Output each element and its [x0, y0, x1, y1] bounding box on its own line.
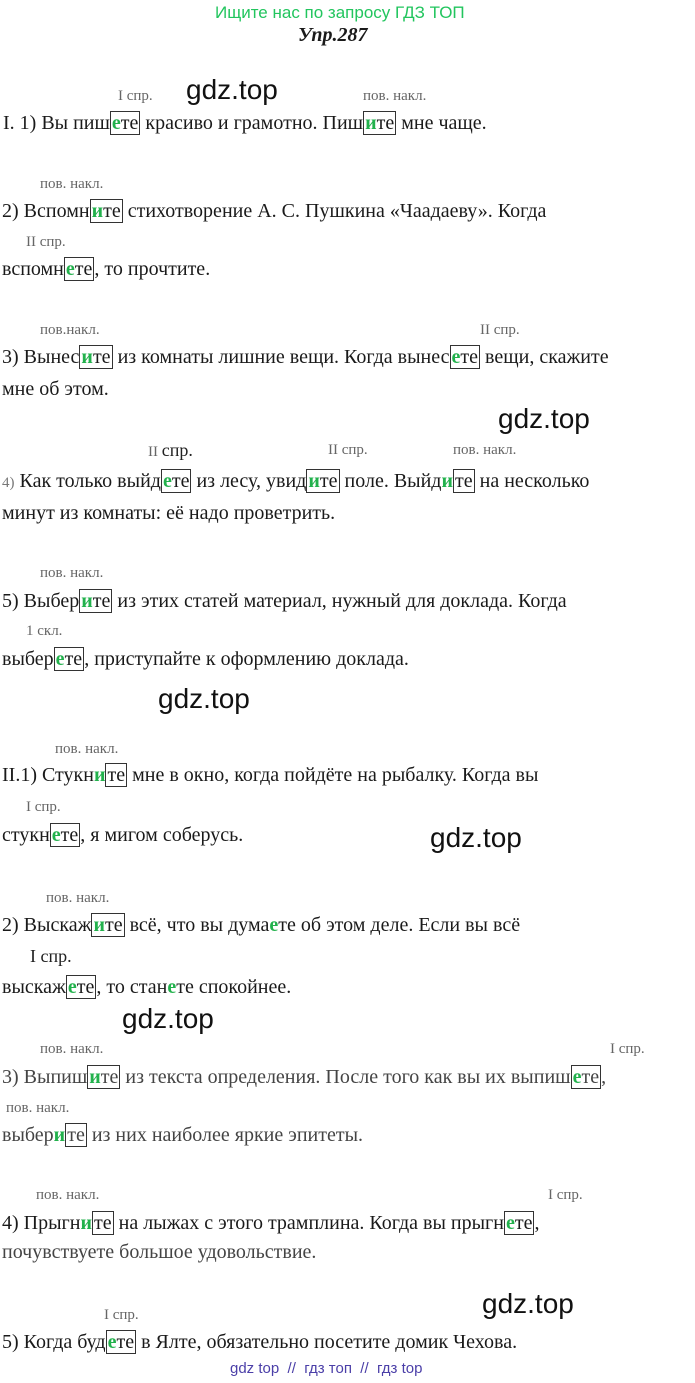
watermark: gdz.top	[158, 683, 250, 714]
annotation: I спр.	[30, 946, 72, 966]
ending-vowel: и	[365, 112, 377, 134]
annotation: пов.накл.	[40, 322, 100, 338]
ending-vowel: е	[55, 648, 65, 670]
ending-vowel: е	[167, 976, 177, 998]
watermark: gdz.top	[498, 403, 590, 434]
watermark: gdz.top	[430, 822, 522, 853]
sentence-line: мне об этом.	[2, 378, 109, 400]
annotation: II спр.	[148, 440, 193, 460]
annotation: 1 скл.	[26, 623, 63, 639]
exercise-title: Упр.287	[298, 24, 368, 46]
ending-vowel: и	[53, 1124, 66, 1146]
sentence-line: вспомн ете , то прочтите.	[2, 258, 211, 280]
sentence-line: 5) Когда буд ете в Ялте, обязательно посетите домик Чехова.	[2, 1331, 518, 1353]
sentence-line: выскаж ете , то станете спокойнее.	[2, 976, 292, 998]
sentence-line: 4) Прыгни те на лыжах с этого трамплина. Когда вы прыгн ете ,	[2, 1212, 540, 1234]
ending-vowel: и	[308, 470, 320, 492]
ending-vowel: и	[91, 200, 104, 222]
ending-vowel: и	[89, 1066, 101, 1088]
annotation: II спр.	[328, 442, 368, 458]
sentence-line: стукн ете , я мигом соберусь.	[2, 824, 244, 846]
ending-vowel: е	[65, 258, 75, 280]
annotation: пов. накл.	[36, 1187, 100, 1203]
annotation: I спр.	[104, 1307, 139, 1323]
ending-vowel: е	[269, 914, 279, 936]
sentence-line: I. 1) Вы пиш ете красиво и грамотно. Пиш ите мне чаще.	[3, 112, 487, 134]
ending-vowel: е	[67, 976, 77, 998]
annotation: пов. накл.	[40, 1041, 104, 1057]
ending-vowel: е	[107, 1331, 117, 1353]
watermark: gdz.top	[482, 1288, 574, 1319]
sentence-line: 4) Как только выйд ете из лесу, увид ите поле. Выйди те на несколько	[2, 470, 590, 492]
search-hint-link[interactable]: Ищите нас по запросу ГДЗ ТОП	[215, 3, 465, 22]
annotation: I спр.	[610, 1041, 645, 1057]
watermark: gdz.top	[186, 74, 278, 105]
sentence-line: минут из комнаты: её надо проветрить.	[2, 502, 336, 524]
ending-vowel: е	[162, 470, 172, 492]
annotation: пов. накл.	[40, 176, 104, 192]
footer-links[interactable]: gdz top // гдз топ // гдз top	[230, 1360, 423, 1377]
ending-vowel: и	[81, 346, 93, 368]
watermark: gdz.top	[122, 1003, 214, 1034]
annotation: пов. накл.	[453, 442, 517, 458]
sentence-line: 3) Выпиш ите из текста определения. После того как вы их выпиш ете ,	[2, 1066, 607, 1088]
annotation: II спр.	[480, 322, 520, 338]
annotation: I спр.	[548, 1187, 583, 1203]
ending-vowel: и	[93, 914, 105, 936]
ending-vowel: и	[93, 764, 106, 786]
annotation: I спр.	[26, 799, 61, 815]
sentence-line: II.1) Стукни те мне в окно, когда пойдёте на рыбалку. Когда вы	[2, 764, 539, 786]
sentence-line: почувствуете большое удовольствие.	[2, 1241, 317, 1263]
sentence-line: 3) Вынес ите из комнаты лишние вещи. Когда вынес ете вещи, скажите	[2, 346, 609, 368]
ending-vowel: и	[80, 1212, 92, 1234]
annotation: пов. накл.	[40, 565, 104, 581]
ending-vowel: е	[505, 1212, 515, 1234]
annotation: пов. накл.	[6, 1100, 70, 1116]
sentence-line: 2) Вспомн ите стихотворение А. С. Пушкина «Чаадаеву». Когда	[2, 200, 547, 222]
annotation: пов. накл.	[363, 88, 427, 104]
ending-vowel: е	[451, 346, 461, 368]
ending-vowel: и	[81, 590, 93, 612]
sentence-line: 5) Выбер ите из этих статей материал, нужный для доклада. Когда	[2, 590, 567, 612]
annotation: пов. накл.	[46, 890, 110, 906]
ending-vowel: и	[441, 470, 454, 492]
annotation: II спр.	[26, 234, 66, 250]
sentence-line: 2) Выскаж ите всё, что вы думаете об этом деле. Если вы всё	[2, 914, 521, 936]
annotation: пов. накл.	[55, 741, 119, 757]
ending-vowel: е	[111, 112, 121, 134]
ending-vowel: е	[572, 1066, 582, 1088]
annotation: I спр.	[118, 88, 153, 104]
sentence-line: выбер ете , приступайте к оформлению доклада.	[2, 648, 409, 670]
ending-vowel: е	[51, 824, 61, 846]
sentence-line: выбери те из них наиболее яркие эпитеты.	[2, 1124, 364, 1146]
